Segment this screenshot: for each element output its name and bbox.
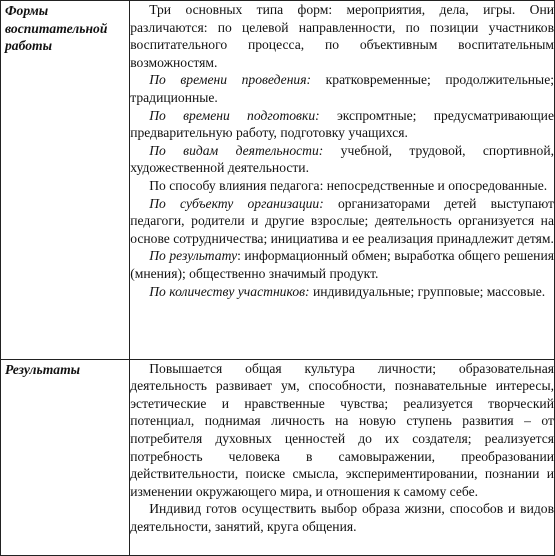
paragraph	[130, 142, 554, 177]
paragraph-lead: По времени проведения:	[149, 72, 312, 88]
paragraph-text: По способу влияния педагога: непосредственные и опосредованные.	[149, 177, 548, 193]
paragraph-text: учебной, трудовой, спортивной, художественной деятельности.	[130, 142, 554, 176]
paragraph-text: кратковременные; продолжительные; традиционные.	[130, 72, 554, 105]
paragraph	[130, 195, 554, 248]
paragraph-text: экспромтные; предусматривающие предварительную работу, подготовку учащихся.	[130, 107, 554, 141]
paragraph-lead: По субъекту организации:	[149, 195, 324, 211]
paragraph-text: индивидуальные; групповые; массовые.	[309, 283, 546, 299]
paragraph	[130, 71, 554, 106]
paragraph	[130, 247, 554, 282]
term-cell	[1, 359, 130, 555]
paragraph	[130, 360, 554, 501]
paragraph-lead: По количеству участников:	[149, 283, 310, 299]
paragraph	[130, 107, 554, 142]
table-row	[1, 359, 555, 555]
paragraph	[130, 283, 554, 301]
paragraph	[130, 1, 554, 71]
paragraph-text: Повышается общая культура личности; образовательная деятельность развивает ум, способности, познавательные интересы, эстетические и нравственные чувства; реализуется творческий потенциал, поднимая личность на новую ступень развития – от потребителя духовных ценностей до их создателя; реализуется потребность человека в самовыражении, преобразовании действительности, поиске смысла, экспериментировании, познании и изменении окружающего мира, и отношения к самому себе.	[130, 360, 554, 499]
term-cell	[1, 1, 130, 360]
paragraph	[130, 177, 554, 195]
paragraph-text: Три основных типа форм: мероприятия, дела, игры. Они различаются: по целевой направленности, по позиции участников воспитательного процесса, по объективным воспитательным возможностям.	[130, 2, 554, 70]
paragraph	[130, 500, 554, 535]
paragraph-lead: По видам деятельности:	[149, 142, 324, 158]
paragraph-lead: По результату	[149, 248, 238, 264]
description-cell	[130, 359, 555, 555]
paragraph-lead: По времени подготовки:	[149, 107, 320, 123]
row-term: Формы воспитательной работы	[5, 3, 108, 54]
table-row	[1, 1, 555, 360]
paragraph-text: организаторами детей выступают педагоги, родители и другие взрослые; деятельность организуется на основе сотрудничества; инициатива и ее реализация принадлежит детям.	[130, 195, 554, 246]
row-term: Результаты	[5, 361, 81, 377]
description-cell	[130, 1, 555, 360]
paragraph-text: Индивид готов осуществить выбор образа жизни, способов и видов деятельности, занятий, круга общения.	[130, 501, 554, 534]
paragraph-text: : информационный обмен; выработка общего решения (мнения); общественно значимый продукт.	[130, 248, 554, 281]
